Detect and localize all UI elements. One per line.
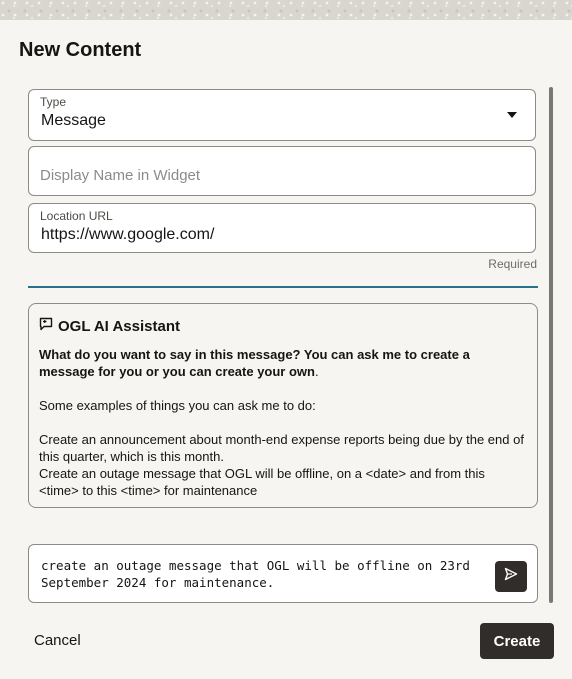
- location-url-value: https://www.google.com/: [41, 226, 215, 243]
- assistant-message: [39, 346, 527, 499]
- required-hint: Required: [488, 257, 537, 271]
- prompt-input[interactable]: [28, 544, 538, 603]
- type-label: Type: [40, 95, 67, 109]
- ai-assistant-panel: [28, 303, 538, 508]
- type-value: Message: [41, 112, 106, 129]
- assistant-title: OGL AI Assistant: [58, 318, 180, 335]
- header-band: [0, 0, 572, 20]
- scrollbar[interactable]: [549, 87, 553, 603]
- examples-heading: Some examples of things you can ask me to do:: [39, 398, 316, 413]
- dialog-title: New Content: [19, 39, 142, 61]
- cancel-button[interactable]: Cancel: [34, 632, 81, 649]
- section-divider: [28, 286, 538, 288]
- send-icon: [504, 567, 518, 586]
- create-button[interactable]: Create: [480, 623, 554, 659]
- assistant-intro: [39, 346, 527, 380]
- location-url-label: Location URL: [40, 209, 113, 223]
- chat-icon: [39, 317, 53, 336]
- location-url-field[interactable]: [28, 203, 536, 253]
- type-select[interactable]: [28, 89, 536, 141]
- example-item: Create an outage message that OGL will be offline, on a <date> and from this <time> to this <time> for maintenance: [39, 466, 485, 498]
- assistant-header: [39, 317, 180, 336]
- assistant-intro-end: .: [314, 364, 319, 379]
- caret-down-icon[interactable]: [507, 112, 517, 118]
- prompt-text[interactable]: create an outage message that OGL will be offline on 23rd September 2024 for maintenance.: [41, 558, 478, 590]
- display-name-field[interactable]: [28, 146, 536, 196]
- example-item: Create an announcement about month-end expense reports being due by the end of this quarter, which is this month.: [39, 432, 524, 464]
- send-button[interactable]: [495, 561, 527, 592]
- assistant-intro-bold: What do you want to say in this message? You can ask me to create a message for you or you can create your own: [39, 347, 470, 379]
- display-name-placeholder: Display Name in Widget: [40, 167, 201, 184]
